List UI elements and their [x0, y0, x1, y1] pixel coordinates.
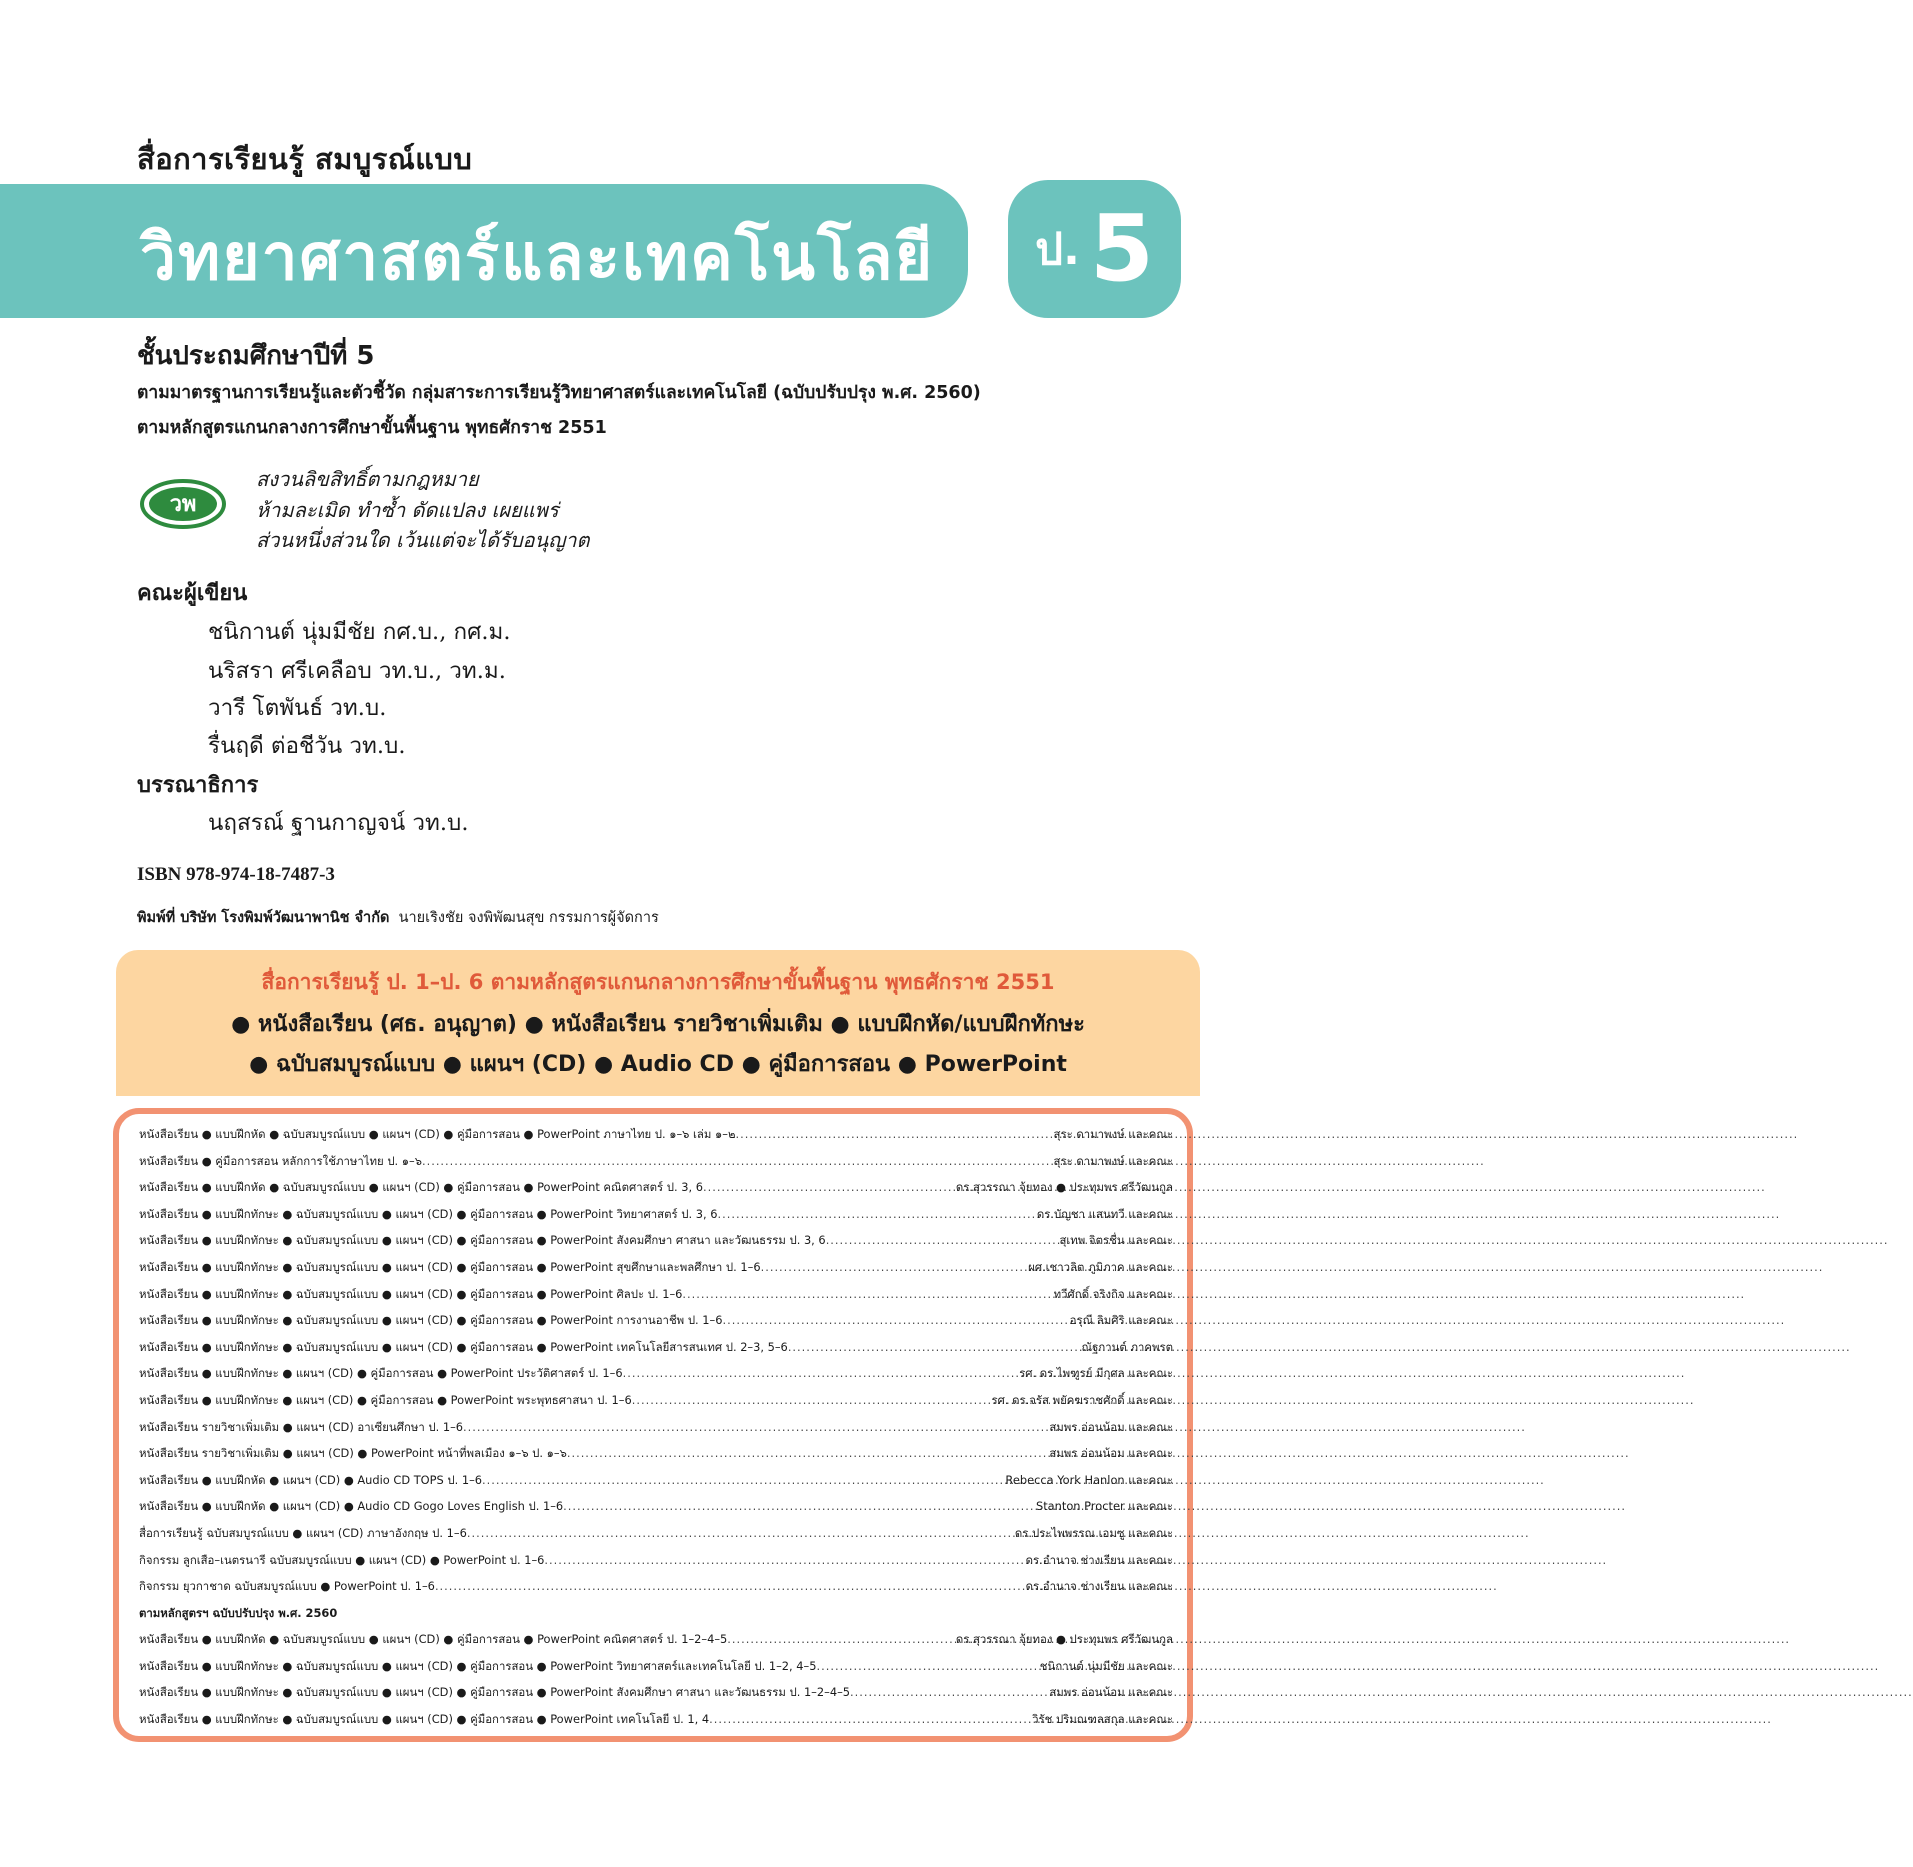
leader-dots — [717, 1207, 1036, 1221]
book-author: สมพร อ่อนน้อม และคณะ — [1049, 1446, 1173, 1461]
logo-lettering: วพ — [169, 492, 197, 517]
leader-dots — [482, 1473, 1005, 1487]
leader-dots — [788, 1340, 1082, 1354]
book-list-row — [139, 1392, 1173, 1419]
book-title: วิทยาศาสตร์และเทคโนโลยี — [140, 221, 935, 295]
book-list-row — [139, 1259, 1173, 1286]
book-title-text: หนังสือเรียน รายวิชาเพิ่มเติม ● แผนฯ (CD) อาเซียนศึกษา ป. 1–6 — [139, 1419, 464, 1434]
book-list-row — [139, 1552, 1173, 1579]
book-title-text: หนังสือเรียน ● แบบฝึกทักษะ ● ฉบับสมบูรณ์แบบ ● แผนฯ (CD) ● คู่มือการสอน ● PowerPoint วิทยาศาสตร์และเทคโนโลยี ป. 1–2, 4–5 — [139, 1658, 817, 1673]
book-title-text: สื่อการเรียนรู้ ฉบับสมบูรณ์แบบ ● แผนฯ (CD) ภาษาอังกฤษ ป. 1–6 — [139, 1525, 467, 1540]
book-title-text: หนังสือเรียน ● แบบฝึกหัด ● ฉบับสมบูรณ์แบบ ● แผนฯ (CD) ● คู่มือการสอน ● PowerPoint คณิตศาสตร์ ป. 1–2–4–5 — [139, 1632, 728, 1647]
book-title-text: หนังสือเรียน ● แบบฝึกทักษะ ● ฉบับสมบูรณ์แบบ ● แผนฯ (CD) ● คู่มือการสอน ● PowerPoint เทคโนโลยี ป. 1, 4 — [139, 1712, 710, 1727]
book-list-row — [139, 1631, 1173, 1658]
authors-heading: คณะผู้เขียน — [137, 581, 248, 606]
standard-line: ตามหลักสูตรแกนกลางการศึกษาขั้นพื้นฐาน พุทธศักราช 2551 — [137, 418, 607, 438]
book-title-text: หนังสือเรียน ● แบบฝึกทักษะ ● ฉบับสมบูรณ์แบบ ● แผนฯ (CD) ● คู่มือการสอน ● PowerPoint สังคมศึกษา ศาสนา และวัฒนธรรม ป. 1–2–4–5 — [139, 1685, 851, 1700]
leader-dots — [563, 1499, 1036, 1513]
book-author: รศ. ดร.จรัส พยัคฆราชศักดิ์ และคณะ — [991, 1392, 1173, 1407]
book-list-subheading — [139, 1605, 1173, 1632]
leader-dots — [632, 1393, 992, 1407]
leader-dots — [735, 1127, 1053, 1141]
book-title-text: หนังสือเรียน ● แบบฝึกทักษะ ● แผนฯ (CD) ● คู่มือการสอน ● PowerPoint ประวัติศาสตร์ ป. 1–6 — [139, 1366, 623, 1381]
book-title-text: หนังสือเรียน ● แบบฝึกหัด ● ฉบับสมบูรณ์แบบ ● แผนฯ (CD) ● คู่มือการสอน ● PowerPoint ภาษาไทย ป. ๑–๖ เล่ม ๑–๒ — [139, 1127, 736, 1141]
book-list — [139, 1126, 1173, 1738]
book-author: อรุณี ลิมศิริ และคณะ — [1069, 1313, 1173, 1328]
book-list-row — [139, 1126, 1173, 1153]
leader-dots — [467, 1526, 1015, 1540]
author-name: นริสรา ศรีเคลือบ วท.บ., วท.ม. — [208, 658, 506, 684]
book-list-row — [139, 1339, 1173, 1366]
book-title-text: หนังสือเรียน ● คู่มือการสอน หลักการใช้ภาษาไทย ป. ๑–๖ — [139, 1153, 422, 1168]
book-author: ดร.สุวรรณา จุ้ยทอง ● ประทุมพร ศรีวัฒนกูล — [955, 1632, 1173, 1647]
publisher-logo — [140, 478, 226, 530]
book-author: ดร.อำนาจ ช่างเรียน และคณะ — [1025, 1579, 1173, 1594]
leader-dots — [709, 1712, 1032, 1726]
book-list-row — [139, 1286, 1173, 1313]
book-author: สมพร อ่อนน้อม และคณะ — [1049, 1685, 1173, 1700]
printer-manager: นายเริงชัย จงพิพัฒนสุข กรรมการผู้จัดการ — [398, 910, 659, 926]
book-list-row — [139, 1711, 1173, 1738]
book-list-row — [139, 1472, 1173, 1499]
book-title-text: หนังสือเรียน ● แบบฝึกหัด ● แผนฯ (CD) ● Audio CD Gogo Loves English ป. 1–6 — [139, 1499, 564, 1514]
book-author: ดร.บัญชา แสนทวี และคณะ — [1036, 1206, 1173, 1221]
leader-dots — [422, 1154, 1054, 1168]
book-title-text: หนังสือเรียน ● แบบฝึกหัด ● ฉบับสมบูรณ์แบบ ● แผนฯ (CD) ● คู่มือการสอน ● PowerPoint คณิตศาสตร์ ป. 3, 6 — [139, 1180, 703, 1195]
book-title-text: หนังสือเรียน รายวิชาเพิ่มเติม ● แผนฯ (CD) ● PowerPoint หน้าที่พลเมือง ๑–๖ ป. ๑–๖ — [139, 1446, 567, 1461]
leader-dots — [703, 1180, 956, 1194]
leader-dots — [682, 1287, 1053, 1301]
book-title-text: หนังสือเรียน ● แบบฝึกทักษะ ● ฉบับสมบูรณ์แบบ ● แผนฯ (CD) ● คู่มือการสอน ● PowerPoint วิทยาศาสตร์ ป. 3, 6 — [139, 1206, 718, 1221]
book-author: สุระ ดามาพงษ์ และคณะ — [1053, 1127, 1173, 1141]
author-name: ชนิกานต์ นุ่มมีชัย กศ.บ., กศ.ม. — [208, 619, 511, 645]
book-author: วิรัช ปริมณฑลสกุล และคณะ — [1032, 1712, 1173, 1727]
leader-dots — [816, 1659, 1039, 1673]
book-list-row — [139, 1419, 1173, 1446]
leader-dots — [435, 1579, 1026, 1593]
book-author: ดร.อำนาจ ช่างเรียน และคณะ — [1025, 1552, 1173, 1567]
book-list-row — [139, 1498, 1173, 1525]
copyright-line: ส่วนหนึ่งส่วนใด เว้นแต่จะได้รับอนุญาต — [256, 528, 590, 552]
author-name: รื่นฤดี ต่อชีวัน วท.บ. — [208, 733, 406, 759]
title-banner — [0, 184, 968, 318]
book-list-panel — [113, 1108, 1193, 1742]
grade-prefix: ป. — [1035, 224, 1080, 275]
book-title-text: หนังสือเรียน ● แบบฝึกทักษะ ● ฉบับสมบูรณ์แบบ ● แผนฯ (CD) ● คู่มือการสอน ● PowerPoint เทคโนโลยีสารสนเทศ ป. 2–3, 5–6 — [139, 1339, 788, 1354]
isbn: ISBN 978-974-18-7487-3 — [137, 864, 335, 885]
author-name: วารี โตพันธ์ วท.บ. — [208, 695, 387, 721]
book-title-text: หนังสือเรียน ● แบบฝึกหัด ● แผนฯ (CD) ● Audio CD TOPS ป. 1–6 — [139, 1472, 483, 1487]
book-title-text: หนังสือเรียน ● แบบฝึกทักษะ ● ฉบับสมบูรณ์แบบ ● แผนฯ (CD) ● คู่มือการสอน ● PowerPoint สังคมศึกษา ศาสนา และวัฒนธรรม ป. 3, 6 — [139, 1233, 826, 1248]
copyright-line: สงวนลิขสิทธิ์ตามกฎหมาย — [256, 467, 479, 491]
leader-dots — [567, 1446, 1049, 1460]
leader-dots — [722, 1313, 1069, 1327]
book-list-row — [139, 1179, 1173, 1206]
leader-dots — [544, 1553, 1025, 1567]
book-title-text: หนังสือเรียน ● แบบฝึกทักษะ ● ฉบับสมบูรณ์แบบ ● แผนฯ (CD) ● คู่มือการสอน ● PowerPoint ศิลปะ ป. 1–6 — [139, 1286, 683, 1301]
book-author: ผศ.เชาวลิต ภูมิภาค และคณะ — [1028, 1259, 1173, 1274]
leader-dots — [727, 1632, 956, 1646]
book-list-row — [139, 1684, 1173, 1711]
book-list-row — [139, 1445, 1173, 1472]
book-author: ทวีศักดิ์ จริงกิจ และคณะ — [1053, 1286, 1173, 1301]
book-title-text: กิจกรรม ลูกเสือ–เนตรนารี ฉบับสมบูรณ์แบบ ● แผนฯ (CD) ● PowerPoint ป. 1–6 — [139, 1552, 545, 1567]
editor-heading: บรรณาธิการ — [137, 773, 259, 798]
book-author: ณัฐกานต์ ภาคพรต — [1081, 1339, 1173, 1354]
grade-number: 5 — [1089, 195, 1154, 302]
book-title-text: หนังสือเรียน ● แบบฝึกทักษะ ● แผนฯ (CD) ● คู่มือการสอน ● PowerPoint พระพุทธศาสนา ป. 1–6 — [139, 1392, 632, 1407]
book-author: Stanton Procter และคณะ — [1035, 1499, 1173, 1514]
promo-line: ● ฉบับสมบูรณ์แบบ ● แผนฯ (CD) ● Audio CD ● คู่มือการสอน ● PowerPoint — [249, 1052, 1067, 1077]
grade-badge — [1008, 180, 1181, 318]
book-title-text: ตามหลักสูตรฯ ฉบับปรับปรุง พ.ศ. 2560 — [139, 1605, 338, 1620]
leader-dots — [761, 1260, 1029, 1274]
book-list-row — [139, 1525, 1173, 1552]
book-list-row — [139, 1578, 1173, 1605]
book-list-row — [139, 1206, 1173, 1233]
promo-panel — [116, 950, 1200, 1096]
standard-line: ตามมาตรฐานการเรียนรู้และตัวชี้วัด กลุ่มสาระการเรียนรู้วิทยาศาสตร์และเทคโนโลยี (ฉบับปรับปรุง พ.ศ. 2560) — [137, 383, 981, 403]
promo-line: ● หนังสือเรียน (ศธ. อนุญาต) ● หนังสือเรียน รายวิชาเพิ่มเติม ● แบบฝึกหัด/แบบฝึกทักษะ — [231, 1012, 1085, 1037]
leader-dots — [623, 1366, 1020, 1380]
book-author: รศ. ดร.ไพฑูรย์ มีกุศล และคณะ — [1019, 1366, 1173, 1381]
book-author: ชนิกานต์ นุ่มมีชัย และคณะ — [1039, 1658, 1173, 1673]
book-list-row — [139, 1232, 1173, 1259]
book-list-row — [139, 1365, 1173, 1392]
printer-info — [137, 906, 659, 929]
book-title-text: หนังสือเรียน ● แบบฝึกทักษะ ● ฉบับสมบูรณ์แบบ ● แผนฯ (CD) ● คู่มือการสอน ● PowerPoint การงานอาชีพ ป. 1–6 — [139, 1313, 723, 1328]
leader-dots — [826, 1233, 1060, 1247]
book-author: สุเทพ จิตรชื่น และคณะ — [1059, 1233, 1173, 1248]
book-author: สุระ ดามาพงษ์ และคณะ — [1053, 1153, 1173, 1168]
book-author: สมพร อ่อนน้อม และคณะ — [1049, 1419, 1173, 1434]
book-author: ดร.สุวรรณา จุ้ยทอง ● ประทุมพร ศรีวัฒนกูล — [955, 1180, 1173, 1195]
book-list-row — [139, 1153, 1173, 1180]
book-title-text: กิจกรรม ยุวกาชาด ฉบับสมบูรณ์แบบ ● PowerPoint ป. 1–6 — [139, 1579, 435, 1594]
leader-dots — [463, 1420, 1049, 1434]
printer-company: พิมพ์ที่ บริษัท โรงพิมพ์วัฒนาพานิช จำกัด — [137, 910, 390, 926]
series-title: สื่อการเรียนรู้ สมบูรณ์แบบ — [137, 142, 473, 176]
editor-name: นฤสรณ์ ฐานกาญจน์ วท.บ. — [208, 810, 469, 836]
book-author: Rebecca York Hanlon และคณะ — [1005, 1472, 1173, 1487]
book-list-row — [139, 1658, 1173, 1685]
copyright-line: ห้ามละเมิด ทำซ้ำ ดัดแปลง เผยแพร่ — [256, 498, 559, 522]
grade-level: ชั้นประถมศึกษาปีที่ 5 — [137, 341, 375, 371]
book-list-row — [139, 1312, 1173, 1339]
promo-title: สื่อการเรียนรู้ ป. 1–ป. 6 ตามหลักสูตรแกนกลางการศึกษาขั้นพื้นฐาน พุทธศักราช 2551 — [261, 970, 1055, 994]
leader-dots — [850, 1685, 1049, 1699]
book-title-text: หนังสือเรียน ● แบบฝึกทักษะ ● ฉบับสมบูรณ์แบบ ● แผนฯ (CD) ● คู่มือการสอน ● PowerPoint สุขศึกษาและพลศึกษา ป. 1–6 — [139, 1259, 761, 1274]
book-author: ดร.ประไพพรรณ เอมซู และคณะ — [1014, 1525, 1173, 1540]
